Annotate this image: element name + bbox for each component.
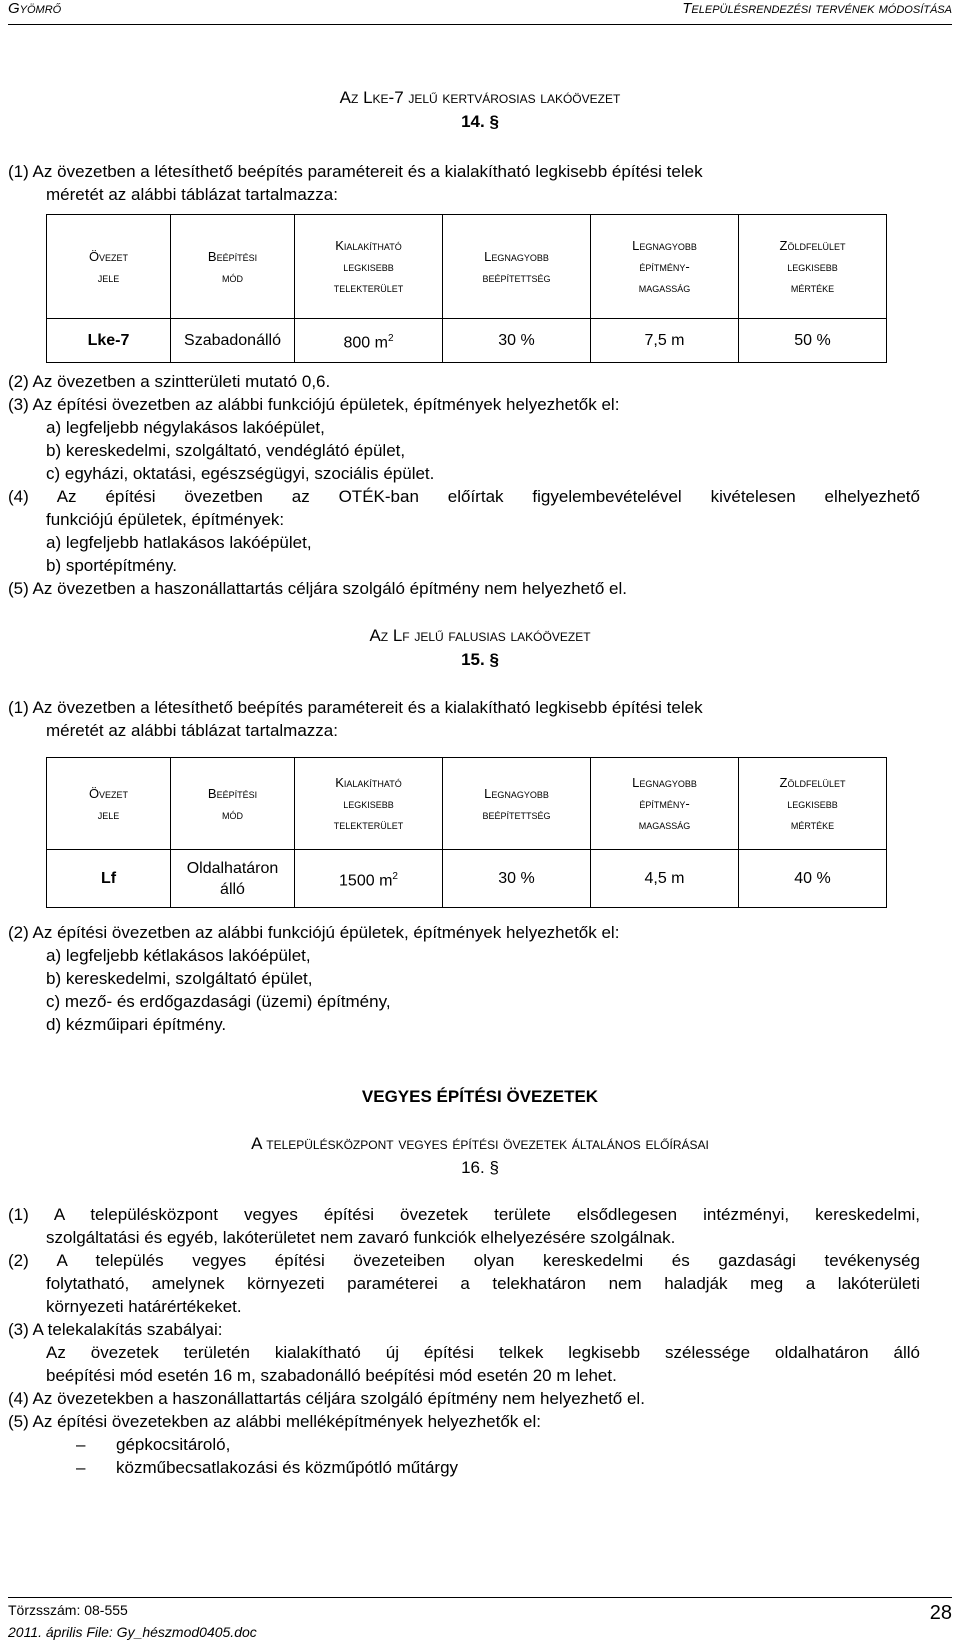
cell-max-coverage: 30 % — [443, 850, 591, 908]
header-cell-mode: Beépítési mód — [171, 215, 295, 319]
s14-p5: (5) Az övezetben a haszonállattartás céljára szolgáló építmény nem helyezhető el. — [8, 579, 627, 598]
table-header-row — [47, 215, 887, 319]
list-item: b) kereskedelmi, szolgáltató épület, — [46, 969, 313, 988]
s14-p3: (3) Az építési övezetben az alábbi funkciójú épületek, építmények helyezhetők el: — [8, 395, 620, 414]
s16-p1-line2: szolgáltatási és egyéb, lakóterületet nem zavaró funkciók elhelyezésére szolgálnak. — [46, 1228, 676, 1247]
list-item: c) mező- és erdőgazdasági (üzemi) építmény, — [46, 992, 391, 1011]
header-cell-min-plot: Kialakítható legkisebb telekterület — [295, 215, 443, 319]
s16-heading: VEGYES ÉPÍTÉSI ÖVEZETEK — [361, 1087, 599, 1106]
page-header — [8, 0, 952, 25]
s14-section-number: 14. § — [461, 112, 499, 131]
s16-p3-line1: Az övezetek területén kialakítható új építési telkek legkisebb szélessége oldalhatáron álló — [46, 1343, 920, 1362]
page-number: 28 — [929, 1602, 952, 1624]
list-item: a) legfeljebb kétlakásos lakóépület, — [46, 946, 311, 965]
s16-p4: (4) Az övezetekben a haszonállattartás céljára szolgáló építmény nem helyezhető el. — [8, 1389, 645, 1408]
s16-section-number: 16. § — [461, 1158, 499, 1177]
s16-p2-line2: folytatható, amelynek környezeti paraméterei a telekhatáron nem haladják meg a lakóterületi — [46, 1274, 920, 1293]
table-header-row — [47, 758, 887, 850]
header-cell-green-area: Zöldfelület legkisebb mértéke — [739, 215, 887, 319]
s15-title: Az Lf jelű falusias lakóövezet — [369, 626, 591, 645]
list-item: b) kereskedelmi, szolgáltató, vendéglátó épület, — [46, 441, 406, 460]
s14-p2: (2) Az övezetben a szintterületi mutató 0,6. — [8, 372, 331, 391]
header-left: Gyömrő — [8, 0, 62, 17]
s15-p1-line2: méretét az alábbi táblázat tartalmazza: — [46, 721, 338, 740]
table-row — [47, 850, 887, 908]
list-item: – közműbecsatlakozási és közműpótló műtárgy — [76, 1458, 459, 1477]
header-cell-max-coverage: Legnagyobb beépítettség — [443, 758, 591, 850]
header-cell-max-height: Legnagyobb építmény- magasság — [591, 215, 739, 319]
cell-green-area: 40 % — [739, 850, 887, 908]
list-item: – gépkocsitároló, — [76, 1435, 231, 1454]
list-item: a) legfeljebb négylakásos lakóépület, — [46, 418, 325, 437]
page-footer — [8, 1597, 952, 1640]
s16-p1-line1: (1) A településközpont vegyes építési övezetek területe elsődlegesen intézményi, kereskedelmi, — [8, 1205, 920, 1224]
s14-p4-line1: (4) Az építési övezetben az OTÉK-ban előírtak figyelembevételével kivételesen elhelyezhető — [8, 487, 920, 506]
cell-min-plot: 800 $m^2$ — [295, 319, 443, 363]
s15-section-number: 15. § — [461, 650, 499, 669]
cell-min-plot: 1500 $m^2$ — [295, 850, 443, 908]
header-cell-min-plot: Kialakítható legkisebb telekterület — [295, 758, 443, 850]
cell-green-area: 50 % — [739, 319, 887, 363]
s14-p1-line2: méretét az alábbi táblázat tartalmazza: — [46, 185, 338, 204]
s15-p2: (2) Az építési övezetben az alábbi funkciójú épületek, építmények helyezhetők el: — [8, 923, 620, 942]
list-item: c) egyházi, oktatási, egészségügyi, szociális épület. — [46, 464, 435, 483]
s14-parameter-table — [46, 214, 887, 363]
table-row — [47, 319, 887, 363]
s16-title: A településközpont vegyes építési övezetek általános előírásai — [251, 1134, 709, 1153]
s14-title: Az Lke-7 jelű kertvárosias lakóövezet — [339, 88, 621, 107]
s15-parameter-table — [46, 757, 887, 908]
header-cell-zone: Övezet jele — [47, 758, 171, 850]
cell-mode: Oldalhatáron álló — [171, 850, 295, 908]
s14-p1-line1: (1) Az övezetben a létesíthető beépítés paramétereit és a kialakítható legkisebb építési telek — [8, 162, 703, 181]
s16-p2-line3: környezeti határértékeket. — [46, 1297, 242, 1316]
header-cell-zone: Övezet jele — [47, 215, 171, 319]
header-cell-green-area: Zöldfelület legkisebb mértéke — [739, 758, 887, 850]
footer-file: 2011. április File: Gy_hészmod0405.doc — [8, 1624, 257, 1640]
s15-p1-line1: (1) Az övezetben a létesíthető beépítés paramétereit és a kialakítható legkisebb építési telek — [8, 698, 703, 717]
header-cell-max-coverage: Legnagyobb beépítettség — [443, 215, 591, 319]
cell-mode: Szabadonálló — [171, 319, 295, 363]
footer-reference: Törzsszám: 08-555 — [8, 1602, 128, 1618]
cell-max-height: 7,5 m — [591, 319, 739, 363]
cell-max-coverage: 30 % — [443, 319, 591, 363]
cell-zone: Lf — [47, 850, 171, 908]
cell-max-height: 4,5 m — [591, 850, 739, 908]
s14-p4-line2: funkciójú épületek, építmények: — [46, 510, 285, 529]
list-item: a) legfeljebb hatlakásos lakóépület, — [46, 533, 312, 552]
header-cell-mode: Beépítési mód — [171, 758, 295, 850]
s16-p3-line2: beépítési mód esetén 16 m, szabadonálló beépítési mód esetén 20 m lehet. — [46, 1366, 617, 1385]
list-item: d) kézműipari építmény. — [46, 1015, 227, 1034]
header-right: Településrendezési tervének módosítása — [682, 0, 952, 17]
cell-zone: Lke-7 — [47, 319, 171, 363]
s16-p3: (3) A telekalakítás szabályai: — [8, 1320, 223, 1339]
list-item: b) sportépítmény. — [46, 556, 178, 575]
s16-p2-line1: (2) A település vegyes építési övezeteiben olyan kereskedelmi és gazdasági tevékenység — [8, 1251, 920, 1270]
header-cell-max-height: Legnagyobb építmény- magasság — [591, 758, 739, 850]
s16-p5: (5) Az építési övezetekben az alábbi melléképítmények helyezhetők el: — [8, 1412, 541, 1431]
